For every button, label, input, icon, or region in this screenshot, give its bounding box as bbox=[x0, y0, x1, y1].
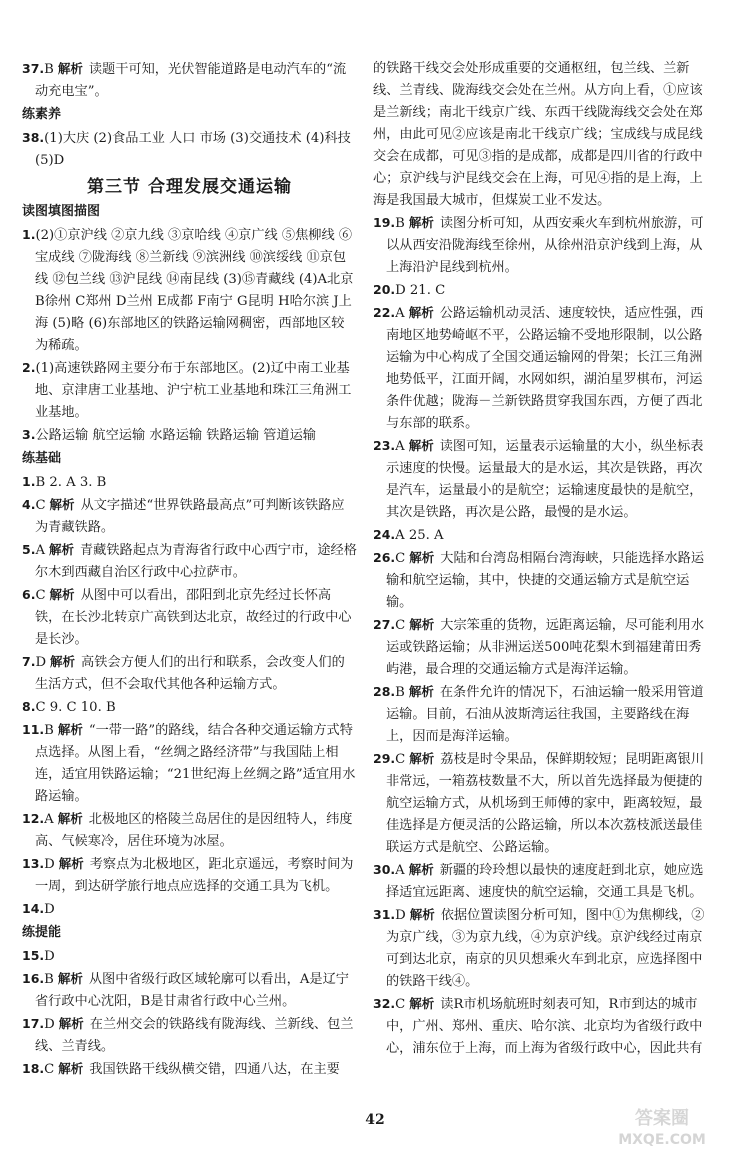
answer-text: C 9. C 10. B bbox=[35, 700, 116, 715]
answer-item bbox=[22, 898, 357, 921]
analysis-label: 解析 bbox=[50, 654, 76, 669]
question-number: 7. bbox=[22, 654, 36, 669]
question-number: 31. bbox=[373, 907, 396, 922]
analysis-label: 解析 bbox=[57, 722, 83, 737]
analysis-label: 解析 bbox=[58, 1016, 84, 1031]
analysis-text: 在兰州交会的铁路线有陇海线、兰新线、包兰线、兰青线。 bbox=[35, 1017, 354, 1054]
answer-text: C bbox=[35, 588, 46, 603]
analysis-text: 从图中省级行政区域轮廓可以看出，A是辽宁省行政中心沈阳，B是甘肃省行政中心兰州。 bbox=[35, 972, 349, 1009]
question-number: 29. bbox=[373, 751, 396, 766]
analysis-text: 高铁会方便人们的出行和联系，会改变人们的生活方式，但不会取代其他各种运输方式。 bbox=[35, 655, 345, 692]
question-number: 23. bbox=[373, 438, 396, 453]
analysis-label: 解析 bbox=[49, 587, 75, 602]
question-number: 1. bbox=[22, 474, 36, 489]
analysis-label: 解析 bbox=[409, 617, 435, 632]
answer-item bbox=[22, 1013, 357, 1058]
question-number: 17. bbox=[22, 1016, 45, 1031]
answer-text: A bbox=[395, 439, 405, 454]
answer-text: A bbox=[395, 863, 405, 878]
question-number: 30. bbox=[373, 862, 396, 877]
answer-item bbox=[22, 1058, 357, 1081]
answer-item bbox=[22, 719, 357, 808]
watermark-line1: 答案圈 bbox=[635, 1108, 689, 1129]
answer-text: D bbox=[44, 1017, 55, 1032]
question-number: 16. bbox=[22, 971, 45, 986]
analysis-label: 解析 bbox=[408, 215, 434, 230]
answer-item bbox=[373, 547, 713, 614]
answer-text: B bbox=[44, 62, 54, 77]
analysis-label: 解析 bbox=[57, 61, 83, 76]
answer-text: A bbox=[395, 306, 405, 321]
question-number: 8. bbox=[22, 699, 36, 714]
page-number: 42 bbox=[365, 1112, 385, 1128]
subsection-heading: 读图填图描图 bbox=[22, 204, 101, 219]
question-number: 11. bbox=[22, 722, 45, 737]
answer-text: C bbox=[35, 498, 46, 513]
analysis-label: 解析 bbox=[58, 1061, 84, 1076]
answer-text: A 25. A bbox=[395, 528, 444, 543]
analysis-label: 解析 bbox=[57, 971, 83, 986]
answer-item bbox=[373, 212, 713, 279]
answer-item bbox=[22, 58, 357, 103]
analysis-text: 考察点为北极地区，距北京遥远，考察时间为一周，到达研学旅行地点应选择的交通工具为飞机。 bbox=[35, 857, 354, 894]
answer-text: B 2. A 3. B bbox=[35, 475, 107, 490]
answer-item bbox=[373, 904, 713, 993]
analysis-text: 新疆的玲玲想以最快的速度赶到北京，她应选择适宜远距离、速度快的航空运输，交通工具是飞机。 bbox=[386, 863, 704, 900]
answer-text: (2)①京沪线 ②京九线 ③京哈线 ④京广线 ⑤焦柳线 ⑥宝成线 ⑦陇海线 ⑧兰新线 ⑨滨洲线 ⑩滨绥线 ⑪京包线 ⑫包兰线 ⑬沪昆线 ⑭南昆线 (3)⑮青藏线 (4)A北京 B徐州 C郑州 D兰州 E成都 F南宁 G昆明 H哈尔滨 J上海 (5)略 (6)东部地区的铁路运输网稠密，西部地区较为稀疏。 bbox=[35, 228, 354, 353]
answer-text: C bbox=[44, 1062, 55, 1077]
analysis-label: 解析 bbox=[408, 862, 434, 877]
answer-item bbox=[22, 696, 357, 719]
analysis-text: 公路运输机动灵活、速度较快，适应性强，西南地区地势崎岖不平，公路运输不受地形限制，以公路运输为中心构成了全国交通运输网的骨架；长江三角洲地势低平，江面开阔，水网如织，湖泊星罗棋布，河运条件优越；陇海－兰新铁路贯穿我国东西，方便了西北与东部的联系。 bbox=[386, 306, 704, 431]
analysis-text: 读R市机场航班时刻表可知，R市到达的城市中，广州、郑州、重庆、哈尔滨、北京均为省级行政中心，浦东位于上海，而上海为省级行政中心，因此共有 bbox=[386, 997, 703, 1056]
question-number: 32. bbox=[373, 996, 396, 1011]
analysis-label: 解析 bbox=[409, 550, 435, 565]
question-number: 28. bbox=[373, 684, 396, 699]
analysis-text: 读图分析可知，从西安乘火车到杭州旅游，可以从西安沿陇海线至徐州，从徐州沿京沪线到上海，从上海沿沪昆线到杭州。 bbox=[386, 216, 704, 275]
analysis-label: 解析 bbox=[408, 438, 434, 453]
answer-text: D bbox=[44, 857, 55, 872]
analysis-label: 解析 bbox=[409, 996, 435, 1011]
answer-item bbox=[373, 302, 713, 435]
analysis-text: 读题干可知，光伏智能道路是电动汽车的“流动充电宝”。 bbox=[35, 62, 347, 99]
question-number: 26. bbox=[373, 550, 396, 565]
subsection-heading: 练提能 bbox=[22, 925, 62, 940]
analysis-label: 解析 bbox=[57, 811, 83, 826]
answer-text: C bbox=[395, 551, 406, 566]
answer-text: B bbox=[44, 723, 54, 738]
answer-item bbox=[22, 494, 357, 539]
subsection-heading: 练素养 bbox=[22, 107, 62, 122]
answer-text: D bbox=[395, 908, 406, 923]
question-number: 1. bbox=[22, 227, 36, 242]
answer-item bbox=[373, 279, 713, 302]
analysis-label: 解析 bbox=[408, 305, 434, 320]
answer-item bbox=[373, 748, 713, 859]
answer-item bbox=[373, 435, 713, 524]
analysis-label: 解析 bbox=[409, 907, 435, 922]
analysis-text: 我国铁路干线纵横交错，四通八达，在主要 bbox=[89, 1062, 340, 1077]
analysis-text: 荔枝是时令果品，保鲜期较短；昆明距离银川非常远，一箱荔枝数量不大，所以首先选择最为便捷的航空运输方式，从机场到王师傅的家中，距离较短，最佳选择是方便灵活的公路运输，所以本次荔枝派送最佳联运方式是航空、公路运输。 bbox=[386, 752, 705, 855]
analysis-text: 依据位置读图分析可知，图中①为焦柳线，②为京广线，③为京九线，④为京沪线。京沪线经过南京可到达北京，南京的贝贝想乘火车到北京，应选择图中的铁路干线④。 bbox=[386, 908, 705, 989]
answer-item bbox=[373, 524, 713, 547]
answer-text: D bbox=[44, 949, 55, 964]
answer-item bbox=[22, 853, 357, 898]
answer-item bbox=[373, 859, 713, 904]
question-number: 14. bbox=[22, 901, 45, 916]
analysis-text: 青藏铁路起点为青海省行政中心西宁市，途经格尔木到西藏自治区行政中心拉萨市。 bbox=[35, 543, 357, 580]
answer-text: B bbox=[44, 972, 54, 987]
analysis-label: 解析 bbox=[409, 751, 435, 766]
answer-item bbox=[22, 651, 357, 696]
watermark-logo bbox=[592, 1104, 732, 1148]
answer-item bbox=[22, 539, 357, 584]
answer-text: C bbox=[395, 618, 406, 633]
question-number: 6. bbox=[22, 587, 36, 602]
answer-item bbox=[22, 945, 357, 968]
answer-item bbox=[22, 224, 357, 357]
analysis-label: 解析 bbox=[408, 684, 434, 699]
answer-text: B bbox=[395, 216, 405, 231]
answer-text: 公路运输 航空运输 水路运输 铁路运输 管道运输 bbox=[35, 428, 316, 443]
analysis-text: 在条件允许的情况下，石油运输一般采用管道运输。目前，石油从波斯湾运往我国，主要路线在海上，因而是海洋运输。 bbox=[386, 685, 704, 744]
answer-text: B bbox=[395, 685, 405, 700]
answer-text: D 21. C bbox=[395, 283, 446, 298]
analysis-text: 读图可知，运量表示运输量的大小，纵坐标表示速度的快慢。运量最大的是水运，其次是铁路，再次是汽车，运量最小的是航空；运输速度最快的是航空，其次是铁路，再次是公路，最慢的是水运。 bbox=[386, 439, 704, 520]
answer-text: (1)大庆 (2)食品工业 人口 市场 (3)交通技术 (4)科技 (5)D bbox=[35, 131, 351, 168]
question-number: 19. bbox=[373, 215, 396, 230]
question-number: 20. bbox=[373, 282, 396, 297]
watermark-line2: MXQE.COM bbox=[618, 1132, 706, 1148]
answer-text: A bbox=[35, 543, 45, 558]
answer-text: (1)高速铁路网主要分布于东部地区。(2)辽中南工业基地、京津唐工业基地、沪宁杭工业基地和珠江三角洲工业基地。 bbox=[35, 361, 352, 420]
answer-item bbox=[22, 808, 357, 853]
question-number: 12. bbox=[22, 811, 45, 826]
answer-text: C bbox=[395, 997, 406, 1012]
analysis-label: 解析 bbox=[49, 497, 75, 512]
question-number: 15. bbox=[22, 948, 45, 963]
left-column bbox=[22, 58, 357, 1081]
analysis-text: 从文字描述“世界铁路最高点”可判断该铁路应为青藏铁路。 bbox=[35, 498, 345, 535]
answer-item bbox=[22, 357, 357, 424]
continued-explanation: 的铁路干线交会处形成重要的交通枢纽，包兰线、兰新线、兰青线、陇海线交会处在兰州。从方向上看，①应该是兰新线；南北干线京广线、东西干线陇海线交会处在郑州，由此可见②应该是南北干线京广线；宝成线与成昆线交会在成都，可见③指的是成都，成都是四川省的行政中心；京沪线与沪昆线交会在上海，可见④指的是上海，上海是我国最大城市，但煤炭工业不发达。 bbox=[373, 61, 703, 208]
analysis-text: 大陆和台湾岛相隔台湾海峡，只能选择水路运输和航空运输，其中，快捷的交通运输方式是航空运输。 bbox=[386, 551, 705, 610]
question-number: 13. bbox=[22, 856, 45, 871]
analysis-text: 从图中可以看出，邵阳到北京先经过长怀高铁，在长沙北转京广高铁到达北京，故经过的行政中心是长沙。 bbox=[35, 588, 352, 647]
analysis-label: 解析 bbox=[58, 856, 84, 871]
question-number: 22. bbox=[373, 305, 396, 320]
analysis-text: 大宗笨重的货物，远距离运输，尽可能利用水运或铁路运输；从非洲运送500吨花梨木到福建莆田秀屿港，最合理的交通运输方式是海洋运输。 bbox=[386, 618, 705, 677]
question-number: 3. bbox=[22, 427, 36, 442]
analysis-text: “一带一路”的路线，结合各种交通运输方式特点选择。从图上看，“丝绸之路经济带”与我国陆上相连，适宜用铁路运输；“21世纪海上丝绸之路”适宜用水路运输。 bbox=[35, 723, 356, 804]
answer-item bbox=[22, 968, 357, 1013]
question-number: 4. bbox=[22, 497, 36, 512]
analysis-label: 解析 bbox=[48, 542, 74, 557]
question-number: 38. bbox=[22, 130, 45, 145]
answer-item bbox=[22, 127, 357, 172]
answer-text: C bbox=[395, 752, 406, 767]
answer-item bbox=[373, 614, 713, 681]
right-column bbox=[373, 58, 713, 1060]
question-number: 24. bbox=[373, 527, 396, 542]
answer-text: D bbox=[44, 902, 55, 917]
answer-item bbox=[22, 584, 357, 651]
question-number: 27. bbox=[373, 617, 396, 632]
analysis-text: 北极地区的格陵兰岛居住的是因纽特人，纬度高、气候寒冷，居住环境为冰屋。 bbox=[35, 812, 353, 849]
answer-item bbox=[22, 424, 357, 447]
subsection-heading: 练基础 bbox=[22, 451, 62, 466]
question-number: 18. bbox=[22, 1061, 45, 1076]
answer-item bbox=[373, 993, 713, 1060]
question-number: 5. bbox=[22, 542, 36, 557]
answer-text: A bbox=[44, 812, 54, 827]
section-title: 第三节 合理发展交通运输 bbox=[87, 177, 292, 197]
answer-item bbox=[22, 471, 357, 494]
question-number: 2. bbox=[22, 360, 36, 375]
question-number: 37. bbox=[22, 61, 45, 76]
answer-text: D bbox=[35, 655, 47, 670]
answer-item bbox=[373, 681, 713, 748]
